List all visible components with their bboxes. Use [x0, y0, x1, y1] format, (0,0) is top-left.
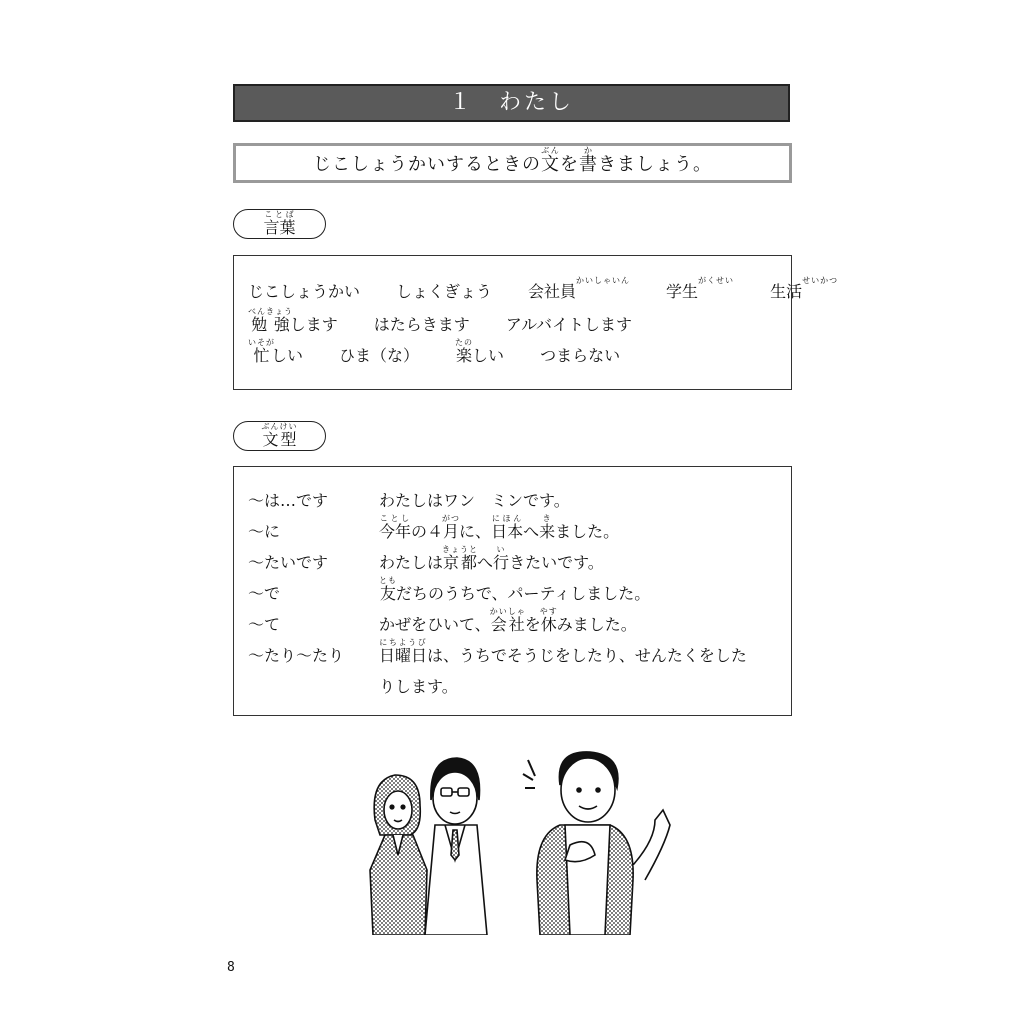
instruction-box [233, 143, 792, 183]
instruction-text-1: じこしょうかいするときの [313, 154, 541, 175]
pattern-sentence: 日曜日にちようびは、うちでそうじをしたり、せんたくをした [379, 638, 747, 666]
pattern-row [248, 479, 791, 510]
pattern-sentence: かぜをひいて、会社かいしゃを休やすみました。 [379, 607, 637, 635]
pattern-label: 〜たり〜たり [248, 646, 345, 666]
pattern-row [248, 541, 791, 572]
vocab-line-2 [248, 307, 791, 338]
pattern-row [248, 510, 791, 541]
vocab-word: じこしょうかい [248, 282, 361, 301]
vocab-word: 勉強べんきょうします [248, 307, 338, 334]
pattern-label: 〜は…です [248, 491, 329, 511]
pattern-sentence: わたしはワン ミンです。 [379, 491, 570, 511]
vocab-box [233, 255, 839, 390]
vocab-word: 学生がくせい [666, 276, 735, 301]
ruby-kaki: 書か [579, 146, 598, 175]
pattern-sentence: わたしは京都きょうとへ行いきたいです。 [379, 545, 604, 573]
vocab-word: しょくぎょう [396, 282, 493, 301]
pattern-label: 〜たいです [248, 553, 329, 573]
vocab-header: 言葉ことば [233, 209, 326, 239]
pattern-sentence: 今年ことしの４月がつに、日本にほんへ来きました。 [379, 514, 620, 542]
pattern-sentence: 友ともだちのうちで、パーティしました。 [379, 576, 651, 604]
pattern-label: 〜て [248, 615, 281, 635]
ruby-bun: 文ぶん [541, 146, 560, 175]
instruction-text-2: を [560, 154, 579, 175]
pattern-row [248, 634, 791, 665]
vocab-word: ひま（な） [339, 346, 420, 365]
speaking-man-figure [523, 752, 670, 935]
people-illustration [365, 750, 685, 935]
vocab-word: つまらない [540, 346, 621, 365]
pattern-row [248, 572, 791, 603]
woman-figure [370, 775, 427, 935]
vocab-word: アルバイトします [505, 315, 633, 334]
page-number: 8 [227, 960, 235, 975]
chapter-title: １ わたし [233, 84, 790, 122]
pattern-row [248, 603, 791, 634]
vocab-word: 忙いそがしい [248, 338, 303, 365]
vocab-word: 会社員かいしゃいん [528, 276, 631, 301]
vocab-word: 楽たのしい [455, 338, 505, 365]
pattern-label: 〜に [248, 522, 281, 542]
vocab-word: 生活せいかつ [770, 276, 839, 301]
pattern-header: 文型ぶんけい [233, 421, 326, 451]
pattern-row-continued [248, 665, 791, 696]
pattern-box [233, 466, 792, 716]
vocab-line-1 [248, 276, 839, 307]
pattern-label: 〜で [248, 584, 281, 604]
vocab-line-3 [248, 338, 791, 369]
instruction-text-3: きましょう。 [598, 154, 712, 175]
pattern-sentence: りします。 [379, 677, 458, 697]
vocab-word: はたらきます [373, 315, 470, 334]
man-with-glasses-figure [425, 758, 487, 935]
